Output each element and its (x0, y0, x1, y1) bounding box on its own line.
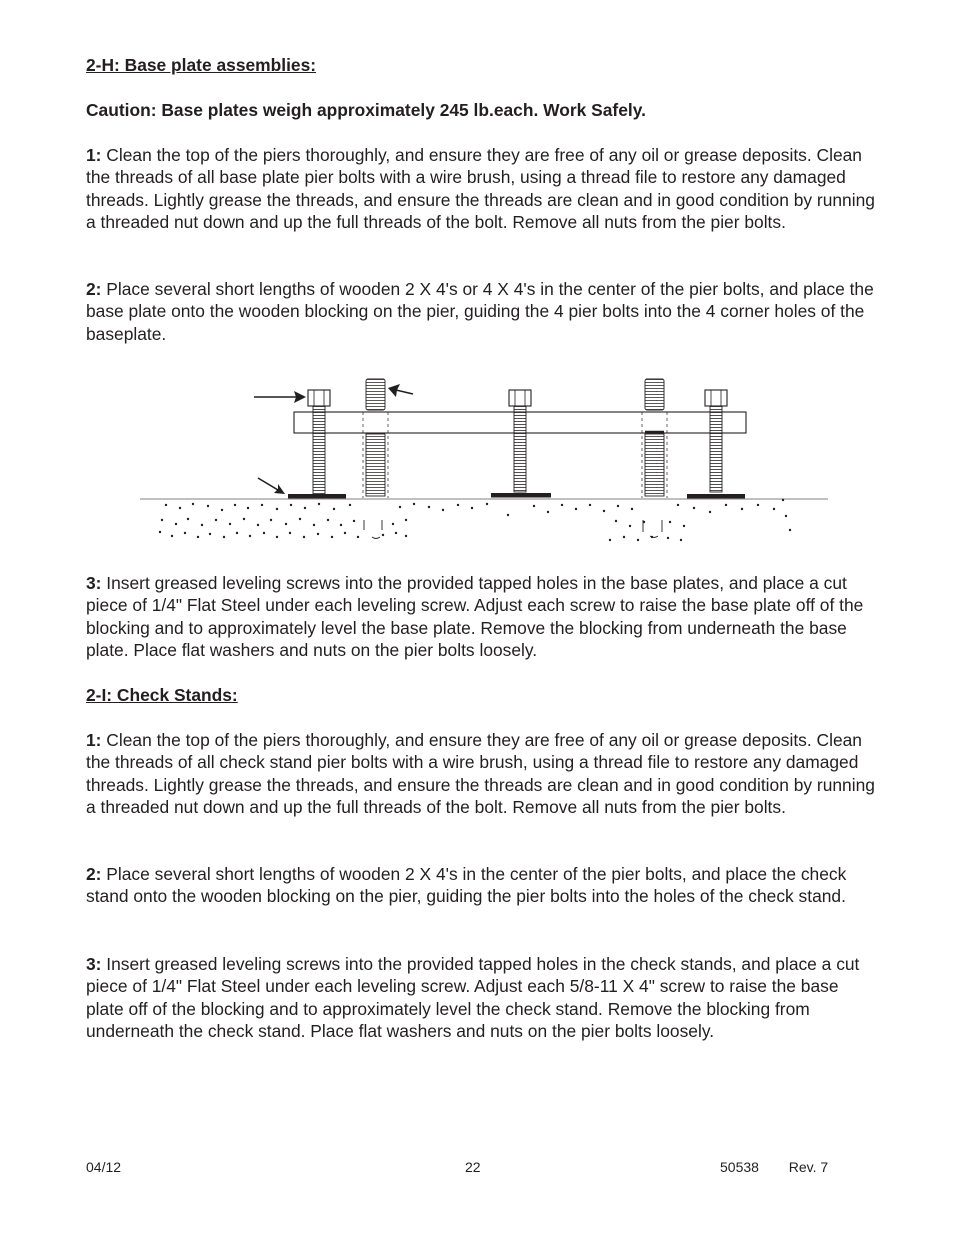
step-text: Clean the top of the piers thoroughly, and ensure they are free of any oil or grease deposits. Clean the threads of all base plate pier bolts with a wire brush, using a thread file to restore any damaged threads. Lightly grease the threads, and ensure the threads are clean and in good condition by running a threaded nut down and up the full threads of the bolt. Remove all nuts from the pier bolts. (86, 145, 875, 233)
step-number: 2: (86, 864, 102, 884)
step-text: Insert greased leveling screws into the provided tapped holes in the check stands, and place a cut piece of 1/4" Flat Steel under each leveling screw. Adjust each 5/8-11 X 4" screw to raise the base plate off of the blocking and to approximately level the check stand. Remove the blocking from underneath the check stand. Place flat washers and nuts on the pier bolts loosely. (86, 954, 860, 1042)
arrow-to-nut (254, 391, 306, 403)
step-number: 1: (86, 730, 102, 750)
footer-page-number: 22 (465, 1159, 481, 1175)
footer-doc-number: 50538 (720, 1159, 759, 1175)
arrow-to-flat-steel (258, 478, 285, 494)
footer-document-id (720, 1159, 828, 1175)
step-text: Place several short lengths of wooden 2 X 4's in the center of the pier bolts, and place the check stand onto the wooden blocking on the pier, guiding the pier bolts into the holes of the check stand. (86, 864, 847, 907)
section-heading-base-plate: 2-H: Base plate assemblies: (86, 55, 317, 75)
footer-date: 04/12 (86, 1159, 122, 1175)
step-text: Insert greased leveling screws into the provided tapped holes in the base plates, and place a cut piece of 1/4" Flat Steel under each leveling screw. Adjust each screw to raise the base plate off of the blocking and to approximately level the base plate. Remove the blocking from underneath the base plate. Place flat washers and nuts on the pier bolts loosely. (86, 573, 864, 661)
leveling-screw-2 (642, 379, 667, 498)
caution-note: Caution: Base plates weigh approximately 245 lb.each. Work Safely. (86, 100, 646, 120)
base-plate-step-1 (86, 144, 876, 234)
flat-steel-1 (288, 494, 346, 499)
leveling-screw-1 (363, 379, 388, 498)
base-plate-installation-diagram (138, 372, 830, 548)
flat-steel-2 (491, 493, 551, 498)
step-text: Place several short lengths of wooden 2 X 4's or 4 X 4's in the center of the pier bolts, and place the base plate onto the wooden blocking on the pier, guiding the 4 pier bolts into the 4 corner holes of the baseplate. (86, 279, 874, 344)
step-text: Clean the top of the piers thoroughly, and ensure they are free of any oil or grease deposits. Clean the threads of all check stand pier bolts with a wire brush, using a thread file to restore any damaged threads. Lightly grease the threads, and ensure the threads are clean and in good condition by running a threaded nut down and up the full threads of the bolt. Remove all nuts from the pier bolts. (86, 730, 875, 818)
base-plate-step-3 (86, 572, 876, 662)
concrete-marks (364, 520, 662, 539)
section-heading-check-stands: 2-I: Check Stands: (86, 685, 238, 705)
pier-bolt-2 (509, 390, 531, 492)
step-number: 3: (86, 954, 102, 974)
flat-steel-3 (687, 494, 745, 499)
pier-bolt-3 (705, 390, 727, 492)
step-number: 1: (86, 145, 102, 165)
step-number: 3: (86, 573, 102, 593)
check-stand-step-3 (86, 953, 876, 1043)
step-number: 2: (86, 279, 102, 299)
arrow-to-leveling-screw (388, 384, 413, 397)
concrete-stipple (159, 499, 791, 541)
pier-bolt-1 (308, 390, 330, 498)
check-stand-step-2 (86, 863, 876, 908)
base-plate-step-2 (86, 278, 876, 345)
footer-revision: Rev. 7 (788, 1159, 829, 1175)
check-stand-step-1 (86, 729, 876, 819)
